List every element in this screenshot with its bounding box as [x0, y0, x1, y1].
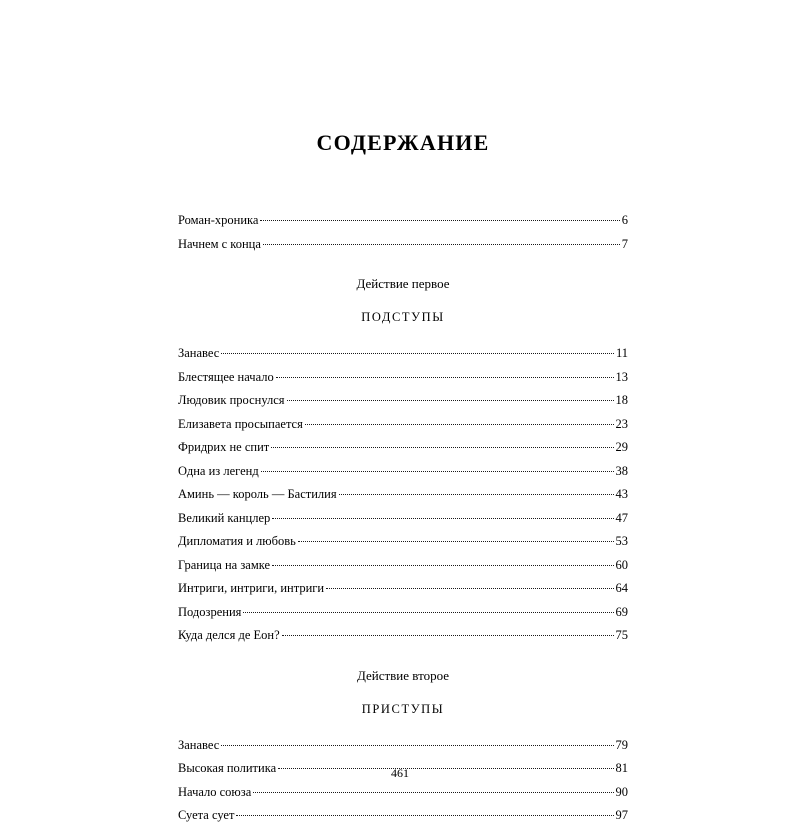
toc-entry-page: 47 — [615, 510, 628, 525]
toc-entry-label: Великий канцлер — [178, 510, 271, 525]
toc-entry-page: 13 — [615, 369, 628, 384]
toc-entry[interactable] — [178, 512, 628, 525]
toc-entry[interactable] — [178, 394, 628, 407]
dot-leader — [263, 243, 620, 245]
act-label: Действие второе — [356, 667, 450, 683]
toc-entry[interactable] — [178, 582, 628, 595]
toc-entry[interactable] — [178, 629, 628, 642]
dot-leader — [326, 587, 613, 589]
toc-entry-label: Интриги, интриги, интриги — [178, 581, 325, 595]
toc-entry-label: Роман-хроника — [178, 213, 259, 227]
dot-leader — [271, 446, 613, 448]
dot-leader — [243, 611, 613, 613]
dot-leader — [253, 791, 613, 793]
toc-entry-label: Суета сует — [178, 808, 235, 822]
toc-entry-page: 43 — [615, 487, 628, 501]
dot-leader — [221, 352, 614, 354]
dot-leader — [305, 423, 614, 425]
toc-entry-page: 11 — [615, 346, 628, 360]
toc-entry-label: Начало союза — [178, 784, 252, 799]
toc-entry-label: Подозрения — [178, 604, 242, 619]
toc-entry-label: Занавес — [178, 346, 220, 360]
toc-entry-page: 69 — [615, 604, 628, 619]
toc-entry[interactable] — [178, 347, 628, 360]
toc-entry-label: Дипломатия и любовь — [178, 534, 296, 548]
toc-entry[interactable] — [178, 786, 628, 799]
toc-entry-page: 18 — [615, 393, 628, 407]
toc-entry-label: Высокая политика — [178, 761, 277, 775]
toc-entry[interactable] — [178, 214, 628, 227]
toc-entry[interactable] — [178, 809, 628, 822]
dot-leader — [282, 634, 614, 636]
dot-leader — [272, 564, 613, 566]
toc-entry-page: 60 — [615, 557, 628, 572]
toc-entry-page: 75 — [615, 628, 628, 642]
toc-entry-page: 64 — [615, 581, 628, 595]
page-title: СОДЕРЖАНИЕ — [316, 130, 490, 155]
toc-entry-label: Граница на замке — [178, 557, 271, 572]
toc-entry-label: Фридрих не спит — [178, 440, 270, 454]
toc-entry-label: Людовик проснулся — [178, 393, 285, 407]
toc-entry-page: 29 — [615, 440, 628, 454]
toc-entry-page: 81 — [615, 761, 628, 775]
dot-leader — [236, 814, 613, 816]
toc-entry-page: 53 — [615, 534, 628, 548]
dot-leader — [261, 470, 614, 472]
toc-entry-label: Елизавета просыпается — [178, 416, 303, 431]
toc-entry[interactable] — [178, 238, 628, 251]
toc-entry-label: Куда делся де Еон? — [178, 628, 280, 642]
toc-entry[interactable] — [178, 465, 628, 478]
toc-entry-label: Одна из легенд — [178, 463, 259, 478]
dot-leader — [276, 376, 614, 378]
dot-leader — [260, 219, 619, 221]
toc-entry-page: 79 — [615, 737, 628, 752]
dot-leader — [272, 517, 613, 519]
toc-entry-label: Занавес — [178, 737, 220, 752]
dot-leader — [339, 493, 614, 495]
toc-entry[interactable] — [178, 535, 628, 548]
toc-entry-label: Аминь — король — Бастилия — [178, 487, 337, 501]
part-label: ПОДСТУПЫ — [361, 310, 445, 324]
toc-entry[interactable] — [178, 488, 628, 501]
toc-entry[interactable] — [178, 371, 628, 384]
dot-leader — [221, 744, 613, 746]
toc-entry-page: 38 — [615, 463, 628, 478]
toc-entry[interactable] — [178, 559, 628, 572]
section-heading-act-one — [178, 276, 628, 325]
toc-entry[interactable] — [178, 441, 628, 454]
section-heading-act-two — [178, 668, 628, 717]
toc-entry-label: Начнем с конца — [178, 236, 261, 251]
toc-entry-page: 90 — [615, 784, 628, 799]
toc-entry-page: 97 — [615, 808, 628, 822]
act-label: Действие первое — [356, 276, 450, 291]
toc-entry[interactable] — [178, 739, 628, 752]
table-of-contents — [178, 130, 628, 833]
dot-leader — [287, 399, 614, 401]
dot-leader — [298, 540, 614, 542]
part-label: ПРИСТУПЫ — [361, 701, 445, 716]
toc-entry-label: Блестящее начало — [178, 369, 274, 384]
toc-entry-page: 23 — [615, 416, 628, 431]
toc-entry[interactable] — [178, 606, 628, 619]
toc-entry[interactable] — [178, 418, 628, 431]
folio-number: 461 — [391, 766, 409, 780]
toc-entry-page: 6 — [621, 213, 628, 227]
toc-entry-page: 7 — [621, 236, 628, 251]
